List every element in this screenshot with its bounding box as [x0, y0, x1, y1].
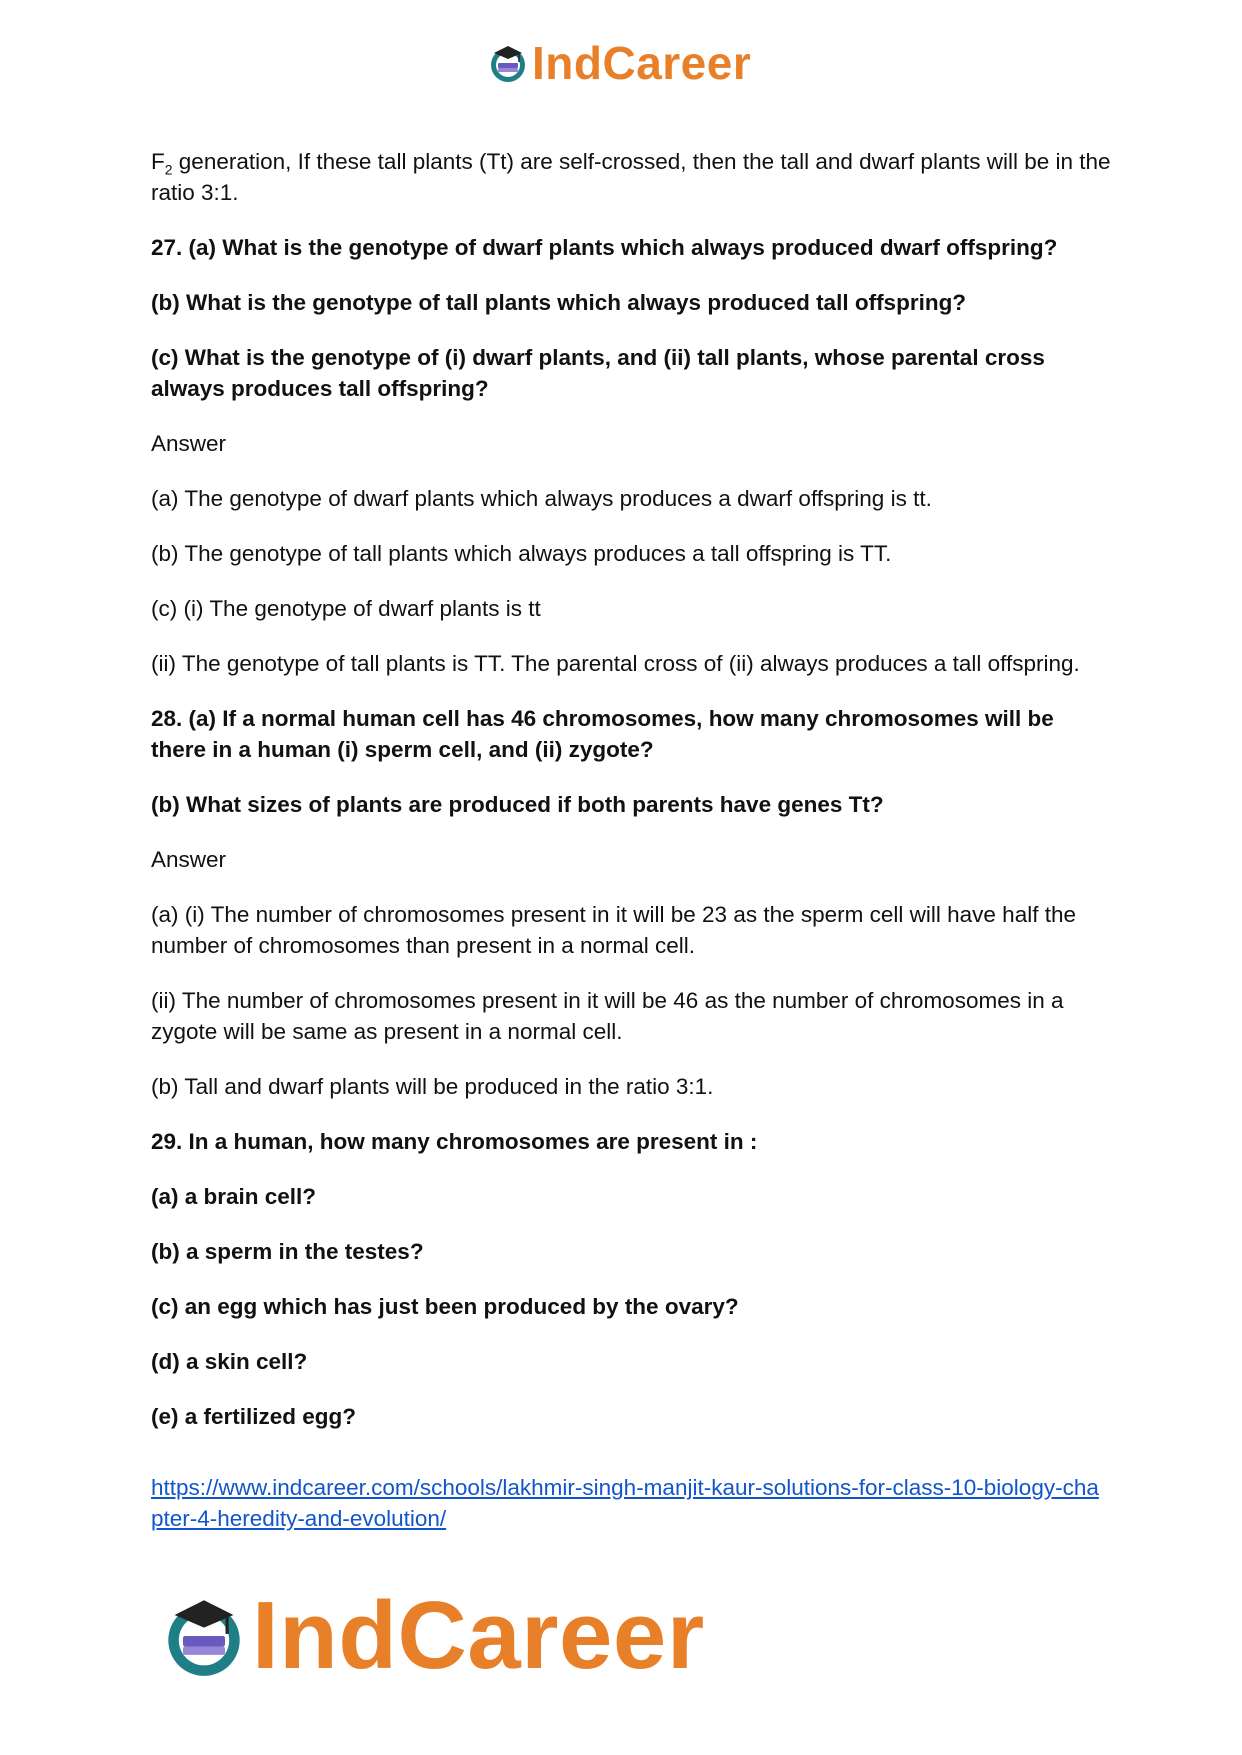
intro-paragraph [151, 146, 1111, 208]
question-29b: (b) a sperm in the testes? [151, 1239, 424, 1264]
answer-label: Answer [151, 847, 227, 872]
question-27b: (b) What is the genotype of tall plants which always produced tall offspring? [151, 290, 967, 315]
intro-text: generation, If these tall plants (Tt) are self-crossed, then the tall and dwarf plants will be in the ratio 3:1. [151, 149, 1111, 205]
brand-logo-text: IndCareer [532, 37, 752, 89]
intro-subscript: 2 [164, 161, 173, 178]
source-link[interactable]: https://www.indcareer.com/schools/lakhmir-singh-manjit-kaur-solutions-for-class-10-biology-chapter-4-heredity-and-evolution/ [151, 1475, 1099, 1531]
answer-27c-i: (c) (i) The genotype of dwarf plants is tt [151, 596, 541, 621]
graduation-book-globe-icon [488, 43, 528, 83]
question-29: 29. In a human, how many chromosomes are present in : [151, 1129, 758, 1154]
graduation-book-globe-icon [162, 1594, 246, 1678]
question-28b: (b) What sizes of plants are produced if both parents have genes Tt? [151, 792, 884, 817]
answer-27a: (a) The genotype of dwarf plants which always produces a dwarf offspring is tt. [151, 486, 932, 511]
header-logo [488, 37, 752, 89]
question-29d: (d) a skin cell? [151, 1349, 308, 1374]
brand-logo-text: IndCareer [252, 1582, 705, 1689]
answer-28a-ii: (ii) The number of chromosomes present in it will be 46 as the number of chromosomes in a zygote will be same as present in a normal cell. [151, 988, 1064, 1044]
answer-label: Answer [151, 431, 227, 456]
question-29c: (c) an egg which has just been produced by the ovary? [151, 1294, 739, 1319]
answer-27c-ii: (ii) The genotype of tall plants is TT. The parental cross of (ii) always produces a tall offspring. [151, 651, 1080, 676]
question-29e: (e) a fertilized egg? [151, 1404, 357, 1429]
answer-28a-i: (a) (i) The number of chromosomes present in it will be 23 as the sperm cell will have half the number of chromosomes than present in a normal cell. [151, 902, 1076, 958]
intro-prefix: F [151, 149, 165, 174]
question-28a: 28. (a) If a normal human cell has 46 chromosomes, how many chromosomes will be there in a human (i) sperm cell, and (ii) zygote? [151, 706, 1054, 762]
question-27a: 27. (a) What is the genotype of dwarf plants which always produced dwarf offspring? [151, 235, 1058, 260]
answer-28b: (b) Tall and dwarf plants will be produced in the ratio 3:1. [151, 1074, 714, 1099]
question-27c: (c) What is the genotype of (i) dwarf plants, and (ii) tall plants, whose parental cross always produces tall offspring? [151, 345, 1045, 401]
footer-logo [162, 1582, 705, 1689]
document-body [151, 146, 1111, 1534]
answer-27b: (b) The genotype of tall plants which always produces a tall offspring is TT. [151, 541, 892, 566]
question-29a: (a) a brain cell? [151, 1184, 317, 1209]
